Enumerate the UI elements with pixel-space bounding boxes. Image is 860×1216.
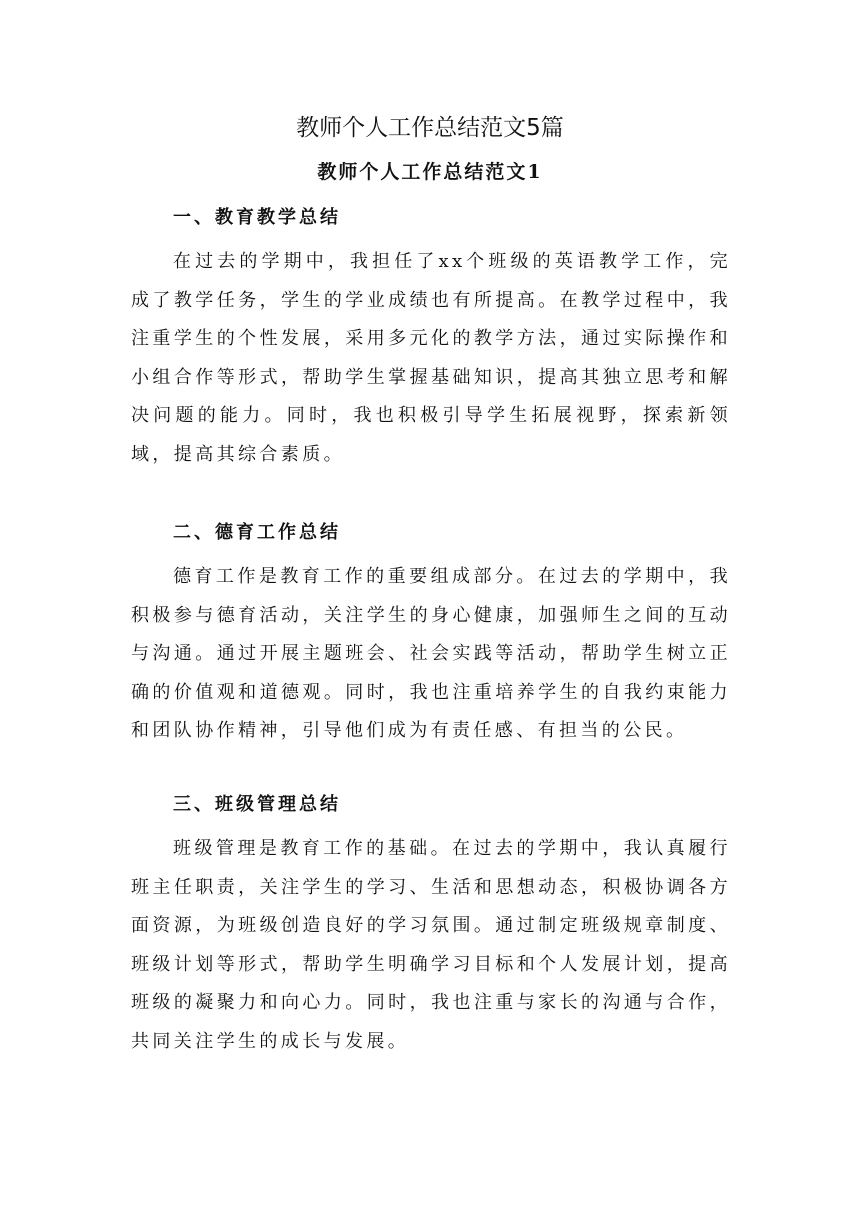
section-paragraph-class-management: 班级管理是教育工作的基础。在过去的学期中，我认真履行班主任职责，关注学生的学习、生活和思想动态，积极协调各方面资源，为班级创造良好的学习氛围。通过制定班级规章制度、班级计划等形式，帮助学生明确学习目标和个人发展计划，提高班级的凝聚力和向心力。同时，我也注重与家长的沟通与合作，共同关注学生的成长与发展。 (131, 838, 731, 1052)
section-paragraph-teaching: 在过去的学期中，我担任了xx个班级的英语教学工作，完成了教学任务，学生的学业成绩也有所提高。在教学过程中，我注重学生的个性发展，采用多元化的教学方法，通过实际操作和小组合作等形式，帮助学生掌握基础知识，提高其独立思考和解决问题的能力。同时，我也积极引导学生拓展视野，探索新领域，提高其综合素质。 (131, 251, 731, 465)
document-subtitle: 教师个人工作总结范文1 (317, 161, 543, 183)
document-title: 教师个人工作总结范文5篇 (296, 115, 564, 141)
section-heading-teaching: 一、教育教学总结 (173, 207, 341, 228)
section-heading-class-management: 三、班级管理总结 (173, 794, 341, 815)
section-paragraph-moral-education: 德育工作是教育工作的重要组成部分。在过去的学期中，我积极参与德育活动，关注学生的身心健康，加强师生之间的互动与沟通。通过开展主题班会、社会实践等活动，帮助学生树立正确的价值观和道德观。同时，我也注重培养学生的自我约束能力和团队协作精神，引导他们成为有责任感、有担当的公民。 (131, 566, 731, 741)
section-heading-moral-education: 二、德育工作总结 (173, 522, 341, 543)
